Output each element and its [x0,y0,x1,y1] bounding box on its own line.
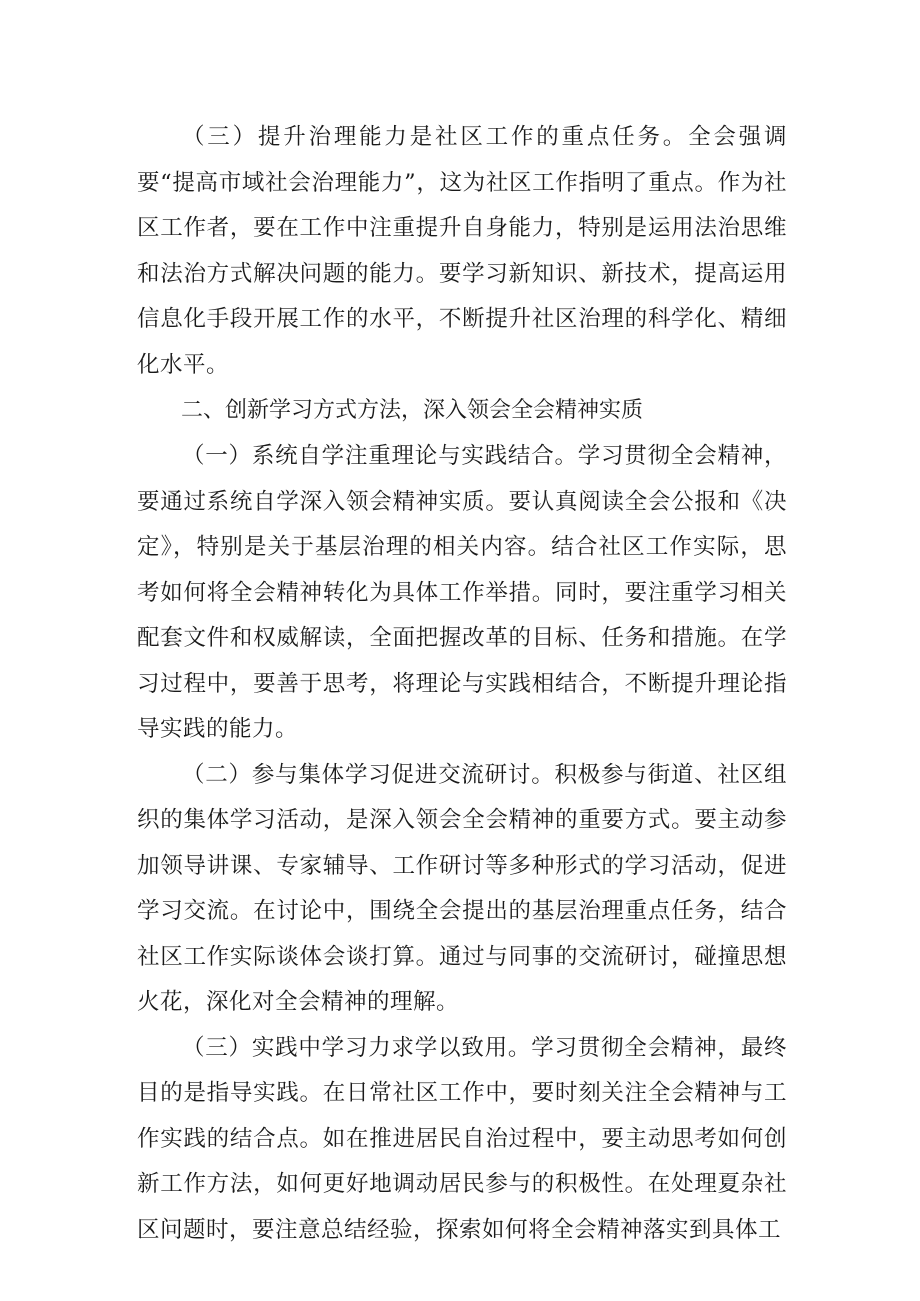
paragraph-practice-learning: （三）实践中学习力求学以致用。学习贯彻全会精神，最终目的是指导实践。在日常社区工作中，要时刻关注全会精神与工作实践的结合点。如在推进居民自治过程中，要主动思考如何创新工作方法，如何更好地调动居民参与的积极性。在处理夏杂社区问题时，要注意总结经验，探索如何将全会精神落实到具体工 [137,1034,787,1243]
paragraph-self-study: （一）系统自学注重理论与实践结合。学习贯彻全会精神，要通过系统自学深入领会精神实质。要认真阅读全会公报和《决定》，特别是关于基层治理的相关内容。结合社区工作实际，思考如何将全会精神转化为具体工作举措。同时，要注重学习相关配套文件和权威解读，全面把握改革的目标、任务和措施。在学习过程中，要善于思考，将理论与实践相结合，不断提升理论指导实践的能力。 [137,443,787,742]
paragraph-collective-study: （二）参与集体学习促进交流研讨。积极参与街道、社区组织的集体学习活动，是深入领会全会精神的重要方式。要主动参加领导讲课、专家辅导、工作研讨等多种形式的学习活动，促进学习交流。在讨论中，围绕全会提出的基层治理重点任务，结合社区工作实际谈体会谈打算。通过与同事的交流研讨，碰撞思想火花，深化对全会精神的理解。 [137,761,787,1015]
document-body [137,115,787,1253]
paragraph-governance-capacity: （三）提升治理能力是社区工作的重点任务。全会强调要“提高市域社会治理能力”，这为社区工作指明了重点。作为社区工作者，要在工作中注重提升自身能力，特别是运用法治思维和法治方式解决问题的能力。要学习新知识、新技术，提高运用信息化手段开展工作的水平，不断提升社区治理的科学化、精细化水平。 [137,124,787,378]
section-heading-2: 二、创新学习方式方法，深入领会全会精神实质 [181,398,644,423]
